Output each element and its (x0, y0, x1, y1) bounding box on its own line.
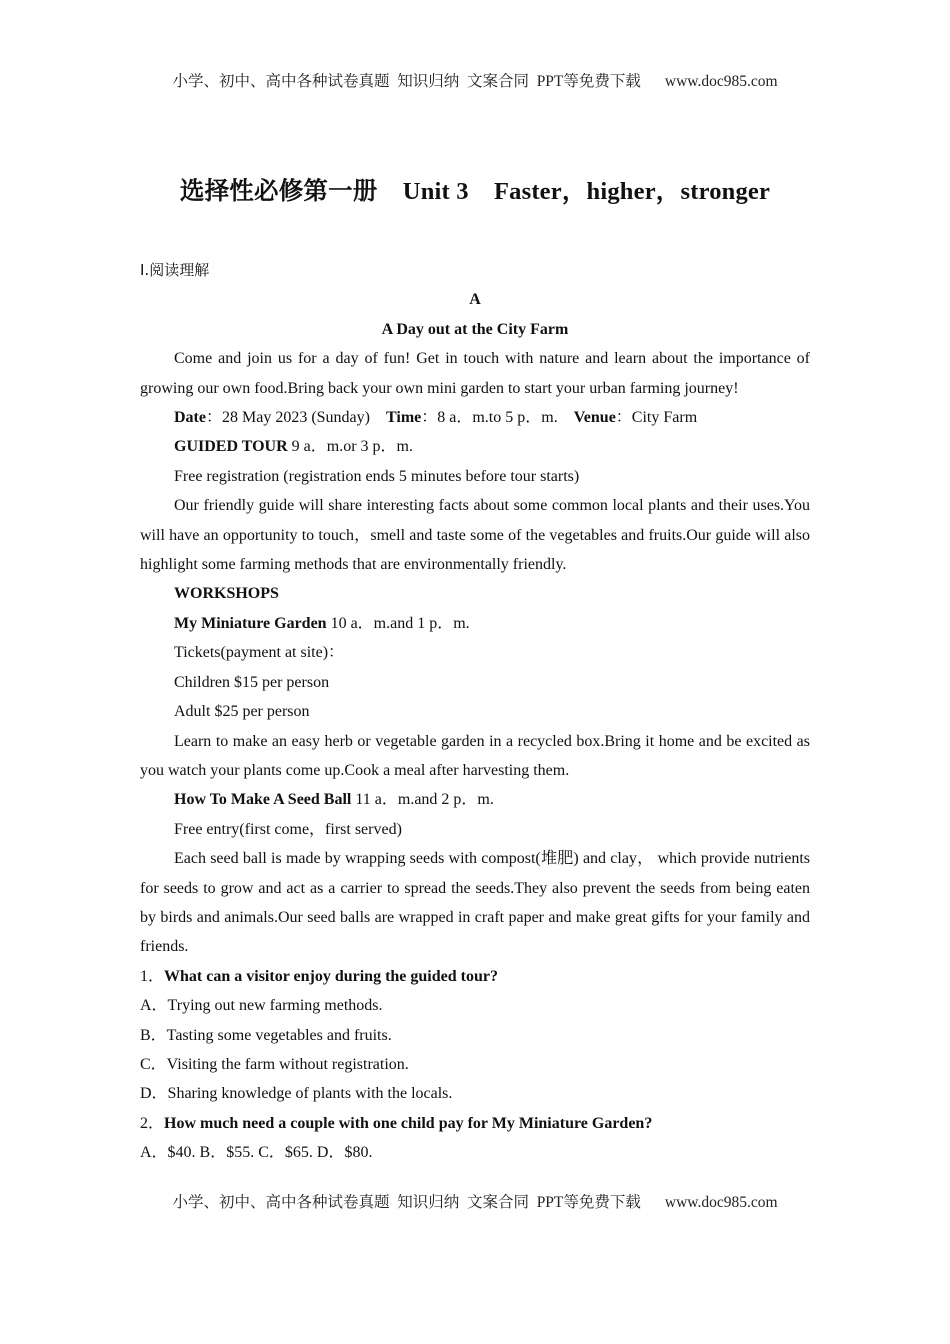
option-a: A．Trying out new farming methods. (140, 997, 383, 1015)
workshops-heading: WORKSHOPS (174, 585, 279, 603)
children-price: Children $15 per person (174, 673, 330, 691)
date-value: ：28 May 2023 (Sunday) (205, 409, 370, 427)
tickets-line: Tickets(payment at site)： (174, 644, 345, 662)
tour-value: 9 a．m.or 3 p．m. (287, 438, 413, 456)
garden-description: Learn to make an easy herb or vegetable garden in a recycled box.Bring it home and be excited as you watch your plants come up.Cook a meal after harvesting them. (140, 732, 810, 779)
question-text: How much need a couple with one child pay for My Miniature Garden? (164, 1114, 653, 1132)
date-label: Date (174, 409, 206, 427)
option-b: B．Tasting some vegetables and fruits. (140, 1026, 392, 1044)
header-text: 小学、初中、高中各种试卷真题 知识归纳 文案合同 PPT等免费下载 (172, 73, 641, 90)
seed-label: How To Make A Seed Ball (174, 791, 352, 809)
garden-label: My Miniature Garden (174, 614, 327, 632)
option-c: C．Visiting the farm without registration. (140, 1055, 409, 1073)
venue-label: Venue (573, 409, 616, 427)
footer-site: www.doc985.com (664, 1194, 778, 1211)
seed-line (140, 785, 810, 814)
time-value: ：8 a．m.to 5 p．m. (421, 409, 558, 427)
garden-line (140, 609, 810, 638)
header-site: www.doc985.com (664, 73, 778, 90)
question-number: 1． (140, 967, 165, 985)
option-d: D．Sharing knowledge of plants with the locals. (140, 1085, 453, 1103)
passage-heading: A Day out at the City Farm (381, 320, 569, 338)
tour-label: GUIDED TOUR (174, 438, 288, 456)
time-label: Time (385, 409, 422, 427)
guided-tour-line (140, 432, 810, 461)
question-1 (140, 962, 810, 991)
page-footer (0, 1190, 950, 1212)
page-title: 选择性必修第一册 Unit 3 Faster，higher，stronger (179, 178, 771, 205)
footer-text: 小学、初中、高中各种试卷真题 知识归纳 文案合同 PPT等免费下载 (172, 1194, 641, 1211)
garden-value: 10 a．m.and 1 p．m. (326, 614, 470, 632)
seed-value: 11 a．m.and 2 p．m. (351, 791, 494, 809)
adult-price: Adult $25 per person (174, 703, 310, 721)
tour-registration: Free registration (registration ends 5 minutes before tour starts) (174, 467, 580, 485)
question-2 (140, 1109, 810, 1138)
event-info-line (140, 403, 810, 432)
question-text: What can a visitor enjoy during the guided tour? (164, 967, 498, 985)
tour-description: Our friendly guide will share interesting facts about some common local plants and their uses.You will have an opportunity to touch，smell and taste some of the vegetables and fruits.Our guide will also highlight some farming methods that are environmentally friendly. (140, 497, 811, 574)
page-header (0, 69, 950, 91)
seed-entry: Free entry(first come，first served) (174, 820, 402, 838)
section-heading: Ⅰ.阅读理解 (140, 261, 210, 279)
passage-letter: A (469, 291, 481, 309)
passage-intro: Come and join us for a day of fun! Get in touch with nature and learn about the importance of growing our own food.Bring back your own mini garden to start your urban farming journey! (140, 350, 810, 397)
venue-value: ：City Farm (615, 409, 698, 427)
document-body (140, 256, 810, 1168)
options-line: A．$40. B．$55. C．$65. D．$80. (140, 1144, 373, 1162)
question-number: 2． (140, 1114, 165, 1132)
seed-description: Each seed ball is made by wrapping seeds with compost(堆肥) and clay， which provide nutrients for seeds to grow and act as a carrier to spread the seeds.They also prevent the seeds from being eaten by birds and animals.Our seed balls are wrapped in craft paper and make great gifts for your family and friends. (140, 850, 810, 956)
